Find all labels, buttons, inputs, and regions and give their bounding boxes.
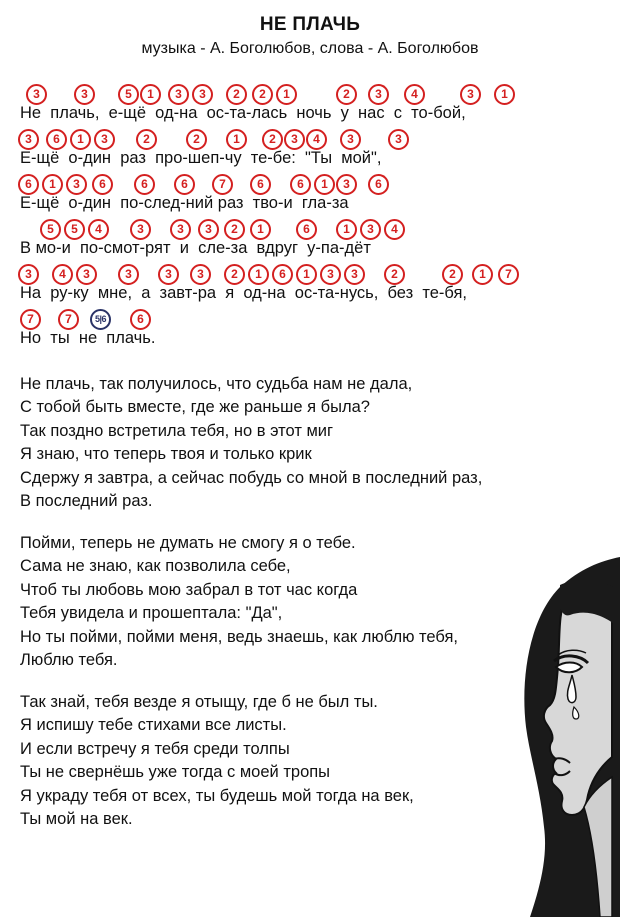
verse-line: Так знай, тебя везде я отыщу, где б не был ты. bbox=[20, 693, 378, 711]
verse-line: Так поздно встретила тебя, но в этот миг bbox=[20, 421, 334, 440]
verse-line: Не плачь, так получилось, что судьба нам не дала, bbox=[20, 375, 413, 393]
verse-block bbox=[20, 532, 458, 672]
tab-lyric-line: Е-щё о-дин раз про-шеп-чу те-бе: "Ты мой", bbox=[20, 149, 382, 167]
note-circle: 5 bbox=[118, 84, 139, 105]
verse-line: Ты не свернёшь уже тогда с моей тропы bbox=[20, 763, 331, 782]
verse-line: Я знаю, что теперь твоя и только крик bbox=[20, 445, 312, 464]
verse-line: Я испишу тебе стихами все листы. bbox=[20, 716, 287, 735]
note-circle: 1 bbox=[226, 129, 247, 150]
note-circle-alt: 5|6 bbox=[90, 309, 111, 330]
note-circle: 2 bbox=[224, 219, 245, 240]
note-circle: 2 bbox=[186, 129, 207, 150]
verse-line: Сама не знаю, как позволила себе, bbox=[20, 557, 291, 576]
tab-notes-row bbox=[14, 219, 614, 241]
note-circle: 3 bbox=[118, 264, 139, 285]
note-circle: 3 bbox=[190, 264, 211, 285]
note-circle: 3 bbox=[340, 129, 361, 150]
tab-lyric-line: На ру-ку мне, а завт-ра я од-на ос-та-нусь, без те-бя, bbox=[20, 284, 467, 302]
note-circle: 3 bbox=[336, 174, 357, 195]
note-circle: 2 bbox=[384, 264, 405, 285]
note-circle: 6 bbox=[290, 174, 311, 195]
note-circle: 4 bbox=[404, 84, 425, 105]
note-circle: 7 bbox=[20, 309, 41, 330]
note-circle: 2 bbox=[336, 84, 357, 105]
verse-line: Тебя увидела и прошептала: "Да", bbox=[20, 604, 283, 623]
note-circle: 3 bbox=[192, 84, 213, 105]
note-circle: 1 bbox=[494, 84, 515, 105]
note-circle: 4 bbox=[88, 219, 109, 240]
note-circle: 7 bbox=[498, 264, 519, 285]
note-circle: 3 bbox=[94, 129, 115, 150]
note-circle: 2 bbox=[224, 264, 245, 285]
note-circle: 6 bbox=[92, 174, 113, 195]
note-circle: 3 bbox=[130, 219, 151, 240]
note-circle: 6 bbox=[296, 219, 317, 240]
note-circle: 3 bbox=[388, 129, 409, 150]
note-circle: 6 bbox=[272, 264, 293, 285]
crying-girl-illustration bbox=[500, 557, 620, 917]
tab-notes-row bbox=[14, 264, 614, 286]
verse-line: Люблю тебя. bbox=[20, 651, 118, 670]
tab-lyric-line: Не плачь, е-щё од-на ос-та-лась ночь у нас с то-бой, bbox=[20, 104, 466, 122]
note-circle: 3 bbox=[460, 84, 481, 105]
note-circle: 1 bbox=[248, 264, 269, 285]
note-circle: 2 bbox=[252, 84, 273, 105]
note-circle: 3 bbox=[158, 264, 179, 285]
note-circle: 1 bbox=[472, 264, 493, 285]
song-credits: музыка - А. Боголюбов, слова - А. Боголюбов bbox=[141, 40, 479, 57]
note-circle: 2 bbox=[442, 264, 463, 285]
note-circle: 6 bbox=[46, 129, 67, 150]
tab-notes-row bbox=[14, 84, 614, 106]
note-circle: 1 bbox=[276, 84, 297, 105]
tab-lyric-line: В мо-и по-смот-рят и сле-за вдруг у-па-дёт bbox=[20, 239, 371, 257]
note-circle: 2 bbox=[136, 129, 157, 150]
note-circle: 2 bbox=[262, 129, 283, 150]
note-circle: 3 bbox=[18, 264, 39, 285]
note-circle: 5 bbox=[40, 219, 61, 240]
note-circle: 4 bbox=[384, 219, 405, 240]
song-title: НЕ ПЛАЧЬ bbox=[259, 14, 361, 35]
verse-line: Чтоб ты любовь мою забрал в тот час когда bbox=[20, 580, 358, 599]
note-circle: 3 bbox=[320, 264, 341, 285]
note-circle: 3 bbox=[66, 174, 87, 195]
verse-line: Пойми, теперь не думать не смогу я о тебе. bbox=[20, 534, 356, 552]
verse-line: В последний раз. bbox=[20, 492, 153, 511]
verse-line: Сдержу я завтра, а сейчас побудь со мной в последний раз, bbox=[20, 468, 483, 487]
verse-line: С тобой быть вместе, где же раньше я была? bbox=[20, 398, 370, 417]
note-circle: 6 bbox=[134, 174, 155, 195]
tab-lyric-line: Но ты не плачь. bbox=[20, 329, 156, 347]
note-circle: 1 bbox=[296, 264, 317, 285]
verse-block bbox=[20, 373, 482, 513]
note-circle: 1 bbox=[140, 84, 161, 105]
note-circle: 3 bbox=[284, 129, 305, 150]
note-circle: 3 bbox=[360, 219, 381, 240]
note-circle: 3 bbox=[198, 219, 219, 240]
note-circle: 7 bbox=[58, 309, 79, 330]
note-circle: 6 bbox=[368, 174, 389, 195]
note-circle: 6 bbox=[250, 174, 271, 195]
note-circle: 3 bbox=[344, 264, 365, 285]
note-circle: 6 bbox=[174, 174, 195, 195]
verse-block bbox=[20, 691, 414, 831]
note-circle: 3 bbox=[168, 84, 189, 105]
note-circle: 3 bbox=[76, 264, 97, 285]
note-circle: 7 bbox=[212, 174, 233, 195]
note-circle: 3 bbox=[18, 129, 39, 150]
verse-line: Но ты пойми, пойми меня, ведь знаешь, как люблю тебя, bbox=[20, 627, 459, 646]
note-circle: 3 bbox=[26, 84, 47, 105]
note-circle: 4 bbox=[306, 129, 327, 150]
note-circle: 3 bbox=[74, 84, 95, 105]
note-circle: 6 bbox=[18, 174, 39, 195]
tab-notes-row bbox=[14, 309, 614, 331]
verse-line: И если встречу я тебя среди толпы bbox=[20, 739, 290, 758]
verse-line: Ты мой на век. bbox=[20, 810, 133, 829]
note-circle: 1 bbox=[70, 129, 91, 150]
note-circle: 2 bbox=[226, 84, 247, 105]
note-circle: 5 bbox=[64, 219, 85, 240]
note-circle: 1 bbox=[336, 219, 357, 240]
tab-notes-row bbox=[14, 129, 614, 151]
note-circle: 1 bbox=[314, 174, 335, 195]
note-circle: 1 bbox=[250, 219, 271, 240]
tab-lyric-line: Е-щё о-дин по-след-ний раз тво-и гла-за bbox=[20, 194, 349, 212]
note-circle: 6 bbox=[130, 309, 151, 330]
note-circle: 4 bbox=[52, 264, 73, 285]
verse-line: Я украду тебя от всех, ты будешь мой тогда на век, bbox=[20, 786, 414, 805]
note-circle: 3 bbox=[170, 219, 191, 240]
note-circle: 3 bbox=[368, 84, 389, 105]
tab-notes-row bbox=[14, 174, 614, 196]
note-circle: 1 bbox=[42, 174, 63, 195]
